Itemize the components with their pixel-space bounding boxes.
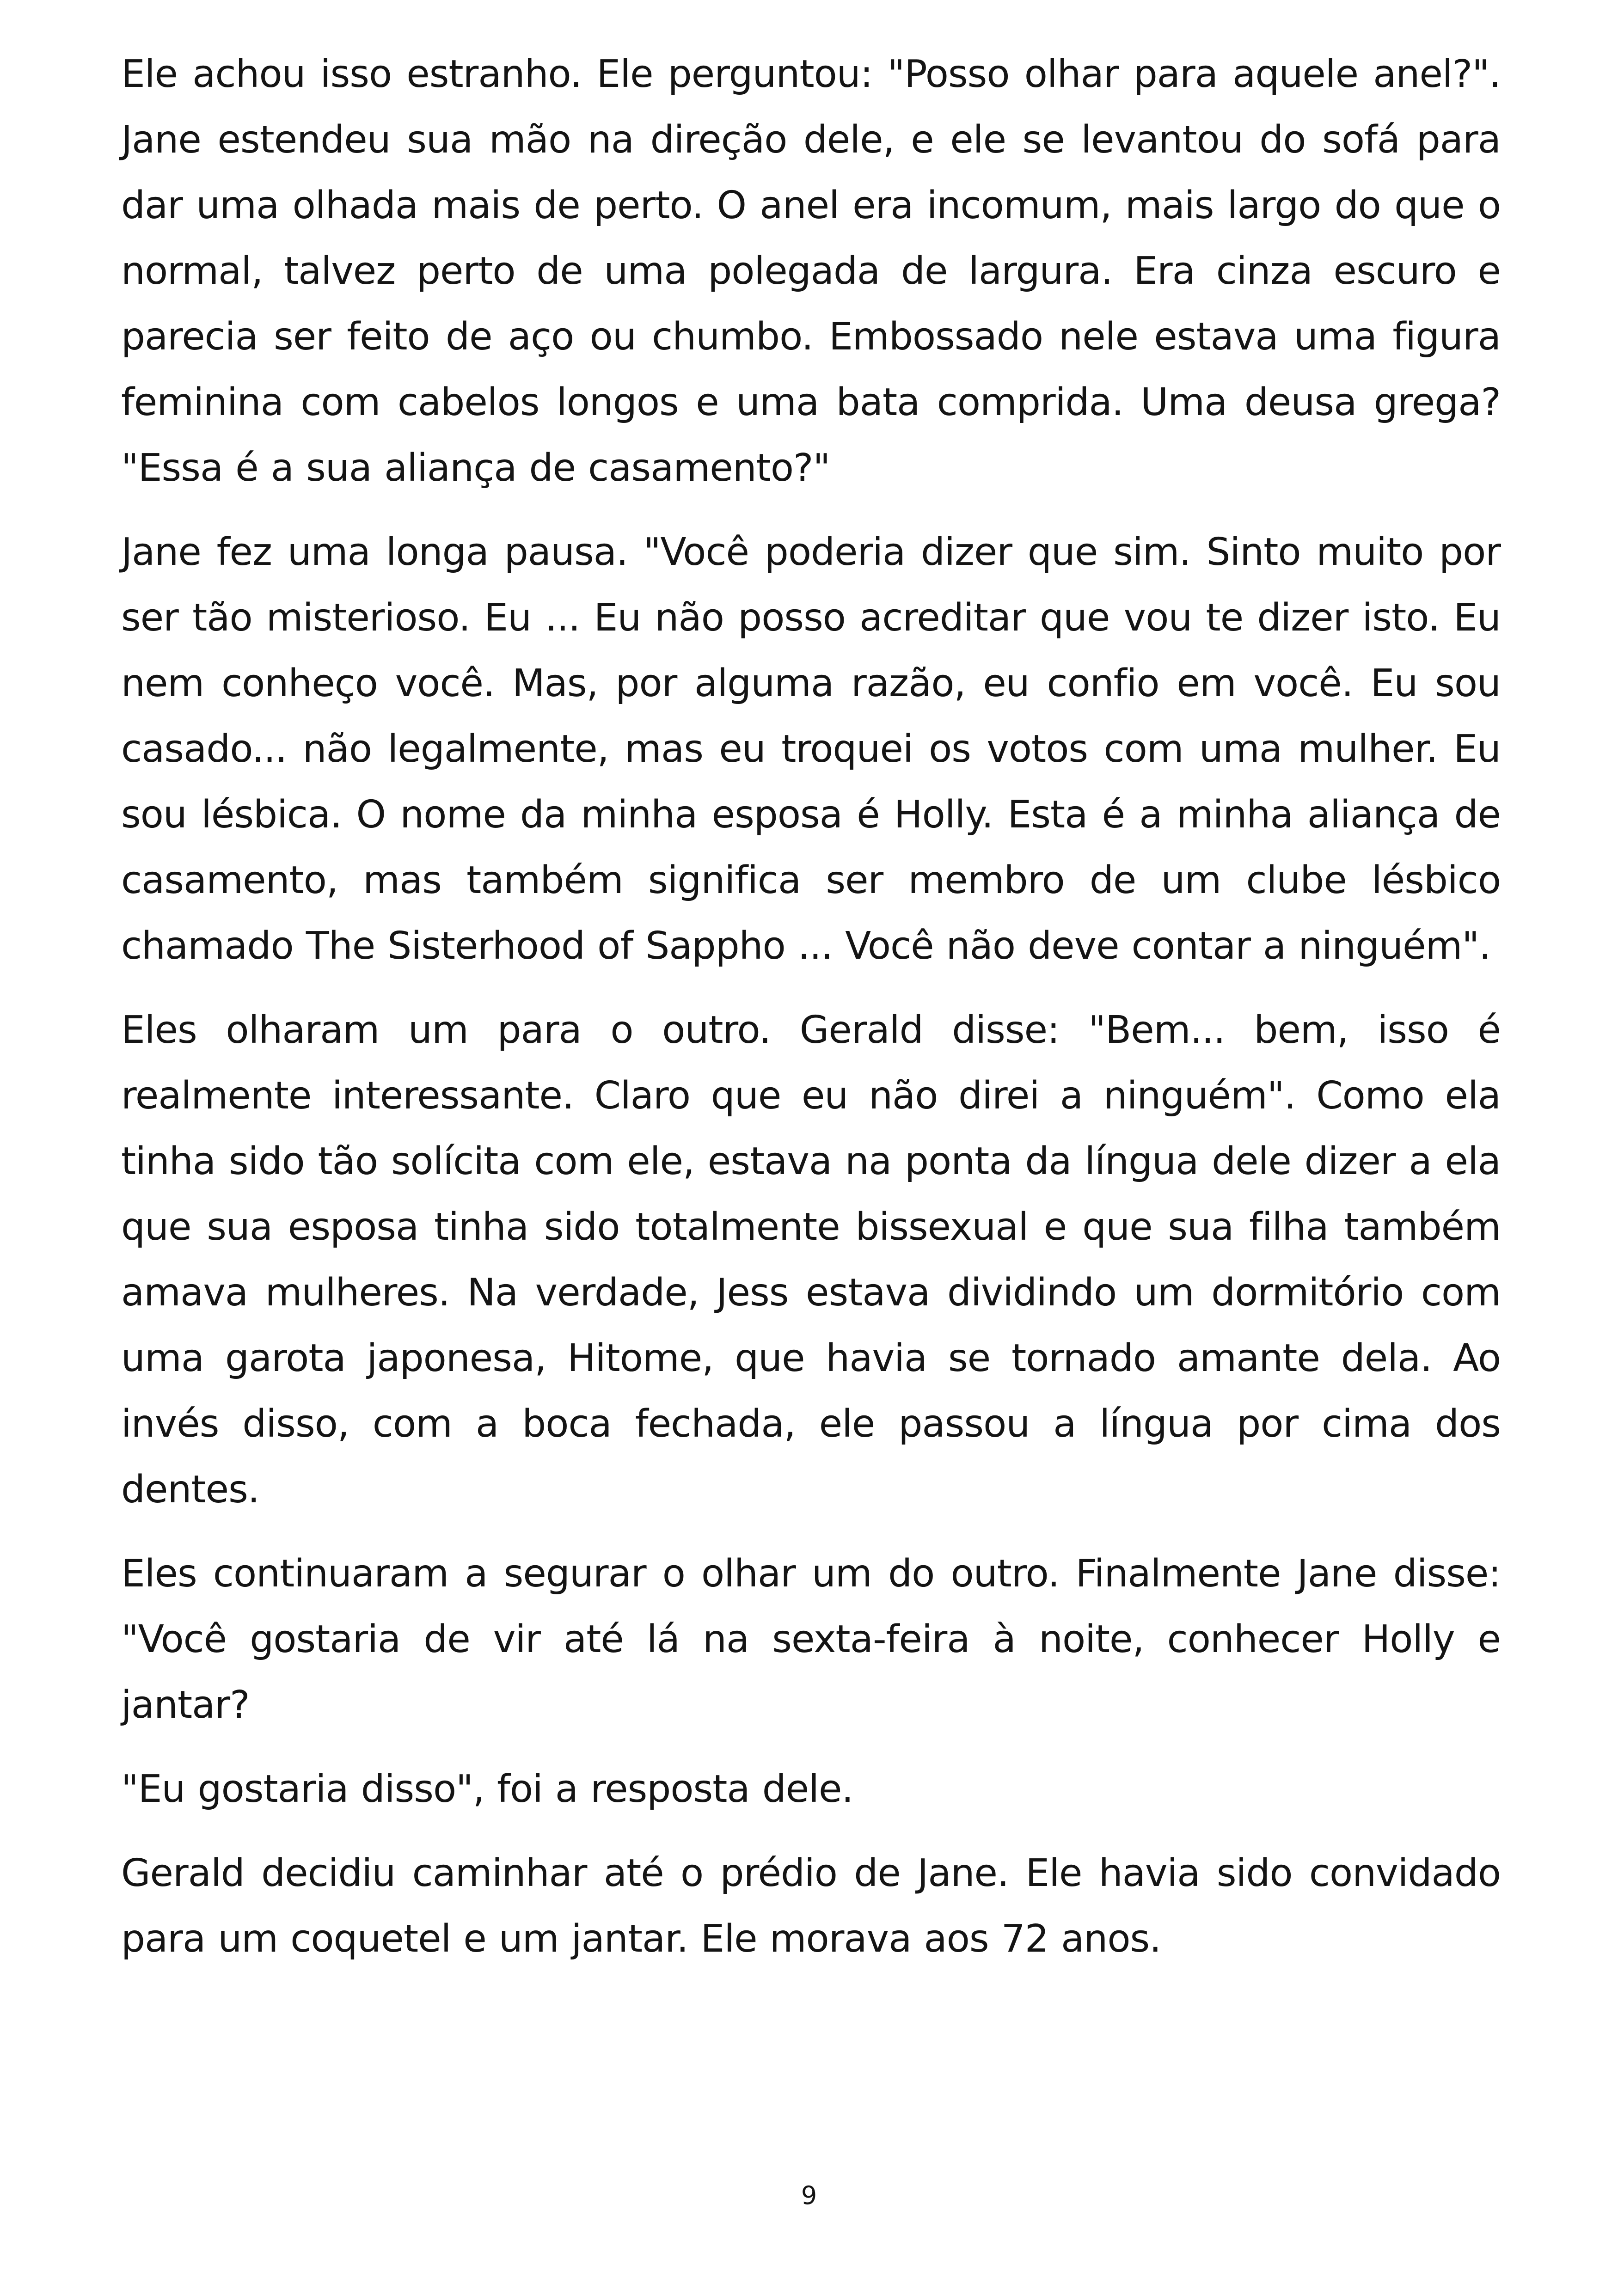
paragraph: "Eu gostaria disso", foi a resposta dele.: [121, 1767, 853, 1811]
paragraph: Jane fez uma longa pausa. "Você poderia dizer que sim. Sinto muito por ser tão misterioso. Eu ... Eu não posso acreditar que vou te dizer isto. Eu nem conheço você. Mas, por alguma razão, eu confio em você. Eu sou casado... não legalmente, mas eu troquei os votos com uma mulher. Eu sou lésbica. O nome da minha esposa é Holly. Esta é a minha aliança de casamento, mas também significa ser membro de um clube lésbico chamado The Sisterhood of Sappho ... Você não deve contar a ninguém".: [121, 530, 1501, 968]
paragraph: Gerald decidiu caminhar até o prédio de Jane. Ele havia sido convidado para um coquetel e um jantar. Ele morava aos 72 anos.: [121, 1851, 1501, 1961]
paragraph: Eles olharam um para o outro. Gerald disse: "Bem... bem, isso é realmente interessante. Claro que eu não direi a ninguém". Como ela tinha sido tão solícita com ele, estava na ponta da língua dele dizer a ela que sua esposa tinha sido totalmente bissexual e que sua filha também amava mulheres. Na verdade, Jess estava dividindo um dormitório com uma garota japonesa, Hitome, que havia se tornado amante dela. Ao invés disso, com a boca fechada, ele passou a língua por cima dos dentes.: [121, 1008, 1501, 1512]
paragraph: Eles continuaram a segurar o olhar um do outro. Finalmente Jane disse: "Você gostaria de vir até lá na sexta-feira à noite, conhecer Holly e jantar?: [121, 1552, 1501, 1727]
paragraph: Ele achou isso estranho. Ele perguntou: "Posso olhar para aquele anel?". Jane estendeu sua mão na direção dele, e ele se levantou do sofá para dar uma olhada mais de perto. O anel era incomum, mais largo do que o normal, talvez perto de uma polegada de largura. Era cinza escuro e parecia ser feito de aço ou chumbo. Embossado nele estava uma figura feminina com cabelos longos e uma bata comprida. Uma deusa grega? "Essa é a sua aliança de casamento?": [121, 52, 1501, 490]
document-body: [121, 42, 1501, 1990]
page-number: 9: [801, 2181, 817, 2210]
